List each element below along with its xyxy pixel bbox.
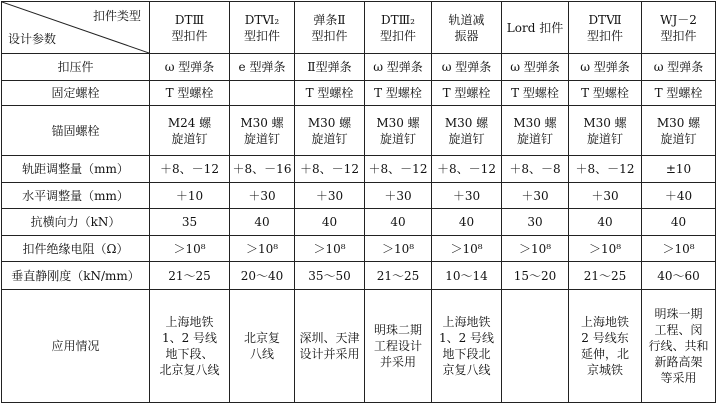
table-cell: 40 [432,209,502,236]
table-cell: ＋30 [230,183,295,209]
table-cell: ＞10⁸ [230,236,295,262]
table-cell: ＋8、－12 [569,156,642,183]
table-cell: 40 [365,209,432,236]
table-cell: M30 螺 旋道钉 [432,106,502,156]
table-cell: e 型弹条 [230,54,295,81]
table-row [2,209,716,236]
table-cell: T 型螺栓 [569,81,642,106]
table-cell: ＋8、－12 [150,156,230,183]
table-cell: ＋30 [365,183,432,209]
column-header: WJ－2 型扣件 [642,2,716,54]
table-cell: ＋8、－12 [365,156,432,183]
table-cell: 40 [230,209,295,236]
corner-label-design-parameter: 设计参数 [8,32,57,46]
table-cell: 35～50 [295,262,365,290]
table-cell: 20～40 [230,262,295,290]
table-cell: ＋30 [295,183,365,209]
table-cell: M30 螺 旋道钉 [642,106,716,156]
table-cell: M24 螺 旋道钉 [150,106,230,156]
table-cell: M30 螺 旋道钉 [502,106,569,156]
table-cell: T 型螺栓 [295,81,365,106]
header-row [2,2,716,54]
table-cell: 21～25 [569,262,642,290]
table-cell: 10～14 [432,262,502,290]
table-cell: ＋40 [642,183,716,209]
column-header: DTⅢ₂ 型扣件 [365,2,432,54]
table-row [2,156,716,183]
row-label: 扣压件 [2,54,150,81]
table-cell: 深圳、天津 设计并采用 [295,290,365,403]
table-cell: 40～60 [642,262,716,290]
table-cell: ＞10⁸ [365,236,432,262]
table-cell: ＋8、－16 [230,156,295,183]
table-row [2,183,716,209]
table-cell: 40 [295,209,365,236]
table-cell: ω 型弹条 [642,54,716,81]
table-cell: 40 [569,209,642,236]
table-cell: ＋10 [150,183,230,209]
table-cell: ＋30 [502,183,569,209]
row-label: 垂直静刚度（kN/mm） [2,262,150,290]
table-cell: ＞10⁸ [295,236,365,262]
row-label: 锚固螺栓 [2,106,150,156]
table-cell: ＞10⁸ [642,236,716,262]
table-cell: 21～25 [150,262,230,290]
row-label: 扣件绝缘电阻（Ω） [2,236,150,262]
column-header: 弹条Ⅱ 型扣件 [295,2,365,54]
table-cell: 明珠一期 工程、闵 行线、共和 新路高架 等采用 [642,290,716,403]
corner-label-fastener-type: 扣件类型 [92,9,141,23]
table-cell: ω 型弹条 [569,54,642,81]
table-cell: ω 型弹条 [150,54,230,81]
table-cell: M30 螺 旋道钉 [365,106,432,156]
table-row [2,290,716,403]
fastener-spec-table [1,1,716,403]
column-header: DTⅥ₂ 型扣件 [230,2,295,54]
table-row [2,81,716,106]
table-cell [230,81,295,106]
table-cell: T 型螺栓 [642,81,716,106]
table-row [2,54,716,81]
table-cell: T 型螺栓 [432,81,502,106]
table-cell: T 型螺栓 [502,81,569,106]
table-cell: M30 螺 旋道钉 [295,106,365,156]
table-cell: Ⅱ型弹条 [295,54,365,81]
table-cell: ＞10⁸ [150,236,230,262]
row-label: 轨距调整量（mm） [2,156,150,183]
table-cell: 21～25 [365,262,432,290]
table-cell: ＋8、－8 [502,156,569,183]
column-header: DTⅦ 型扣件 [569,2,642,54]
table-cell [502,290,569,403]
table-cell: 40 [642,209,716,236]
table-body [2,2,716,403]
table-cell: ＋30 [432,183,502,209]
row-label: 应用情况 [2,290,150,403]
table-cell: M30 螺 旋道钉 [230,106,295,156]
table-row [2,262,716,290]
table-cell: ±10 [642,156,716,183]
table-cell: M30 螺 旋道钉 [569,106,642,156]
table-cell: ＞10⁸ [432,236,502,262]
row-label: 固定螺栓 [2,81,150,106]
table-row [2,106,716,156]
table-cell: 上海地铁 2 号线东 延伸，北 京城铁 [569,290,642,403]
table-cell: 北京复 八线 [230,290,295,403]
table-cell: ＋30 [569,183,642,209]
column-header: Lord 扣件 [502,2,569,54]
table-cell: ω 型弹条 [432,54,502,81]
corner-cell [2,2,150,54]
table-cell: T 型螺栓 [365,81,432,106]
table-cell: 15～20 [502,262,569,290]
row-label: 抗横向力（kN） [2,209,150,236]
table-cell: ω 型弹条 [502,54,569,81]
table-cell: 上海地铁 1、2 号线 地下段、 北京复八线 [150,290,230,403]
table-cell: ω 型弹条 [365,54,432,81]
column-header: 轨道减 振器 [432,2,502,54]
table-cell: 30 [502,209,569,236]
table-row [2,236,716,262]
table-cell: 35 [150,209,230,236]
table-cell: ＋8、－12 [432,156,502,183]
table-cell: ＞10⁸ [569,236,642,262]
column-header: DTⅢ 型扣件 [150,2,230,54]
table-cell: 上海地铁 1、2 号线 地下段北 京复八线 [432,290,502,403]
table-cell: T 型螺栓 [150,81,230,106]
table-cell: ＞10⁸ [502,236,569,262]
row-label: 水平调整量（mm） [2,183,150,209]
table-cell: ＋8、－12 [295,156,365,183]
table-cell: 明珠二期 工程设计 并采用 [365,290,432,403]
